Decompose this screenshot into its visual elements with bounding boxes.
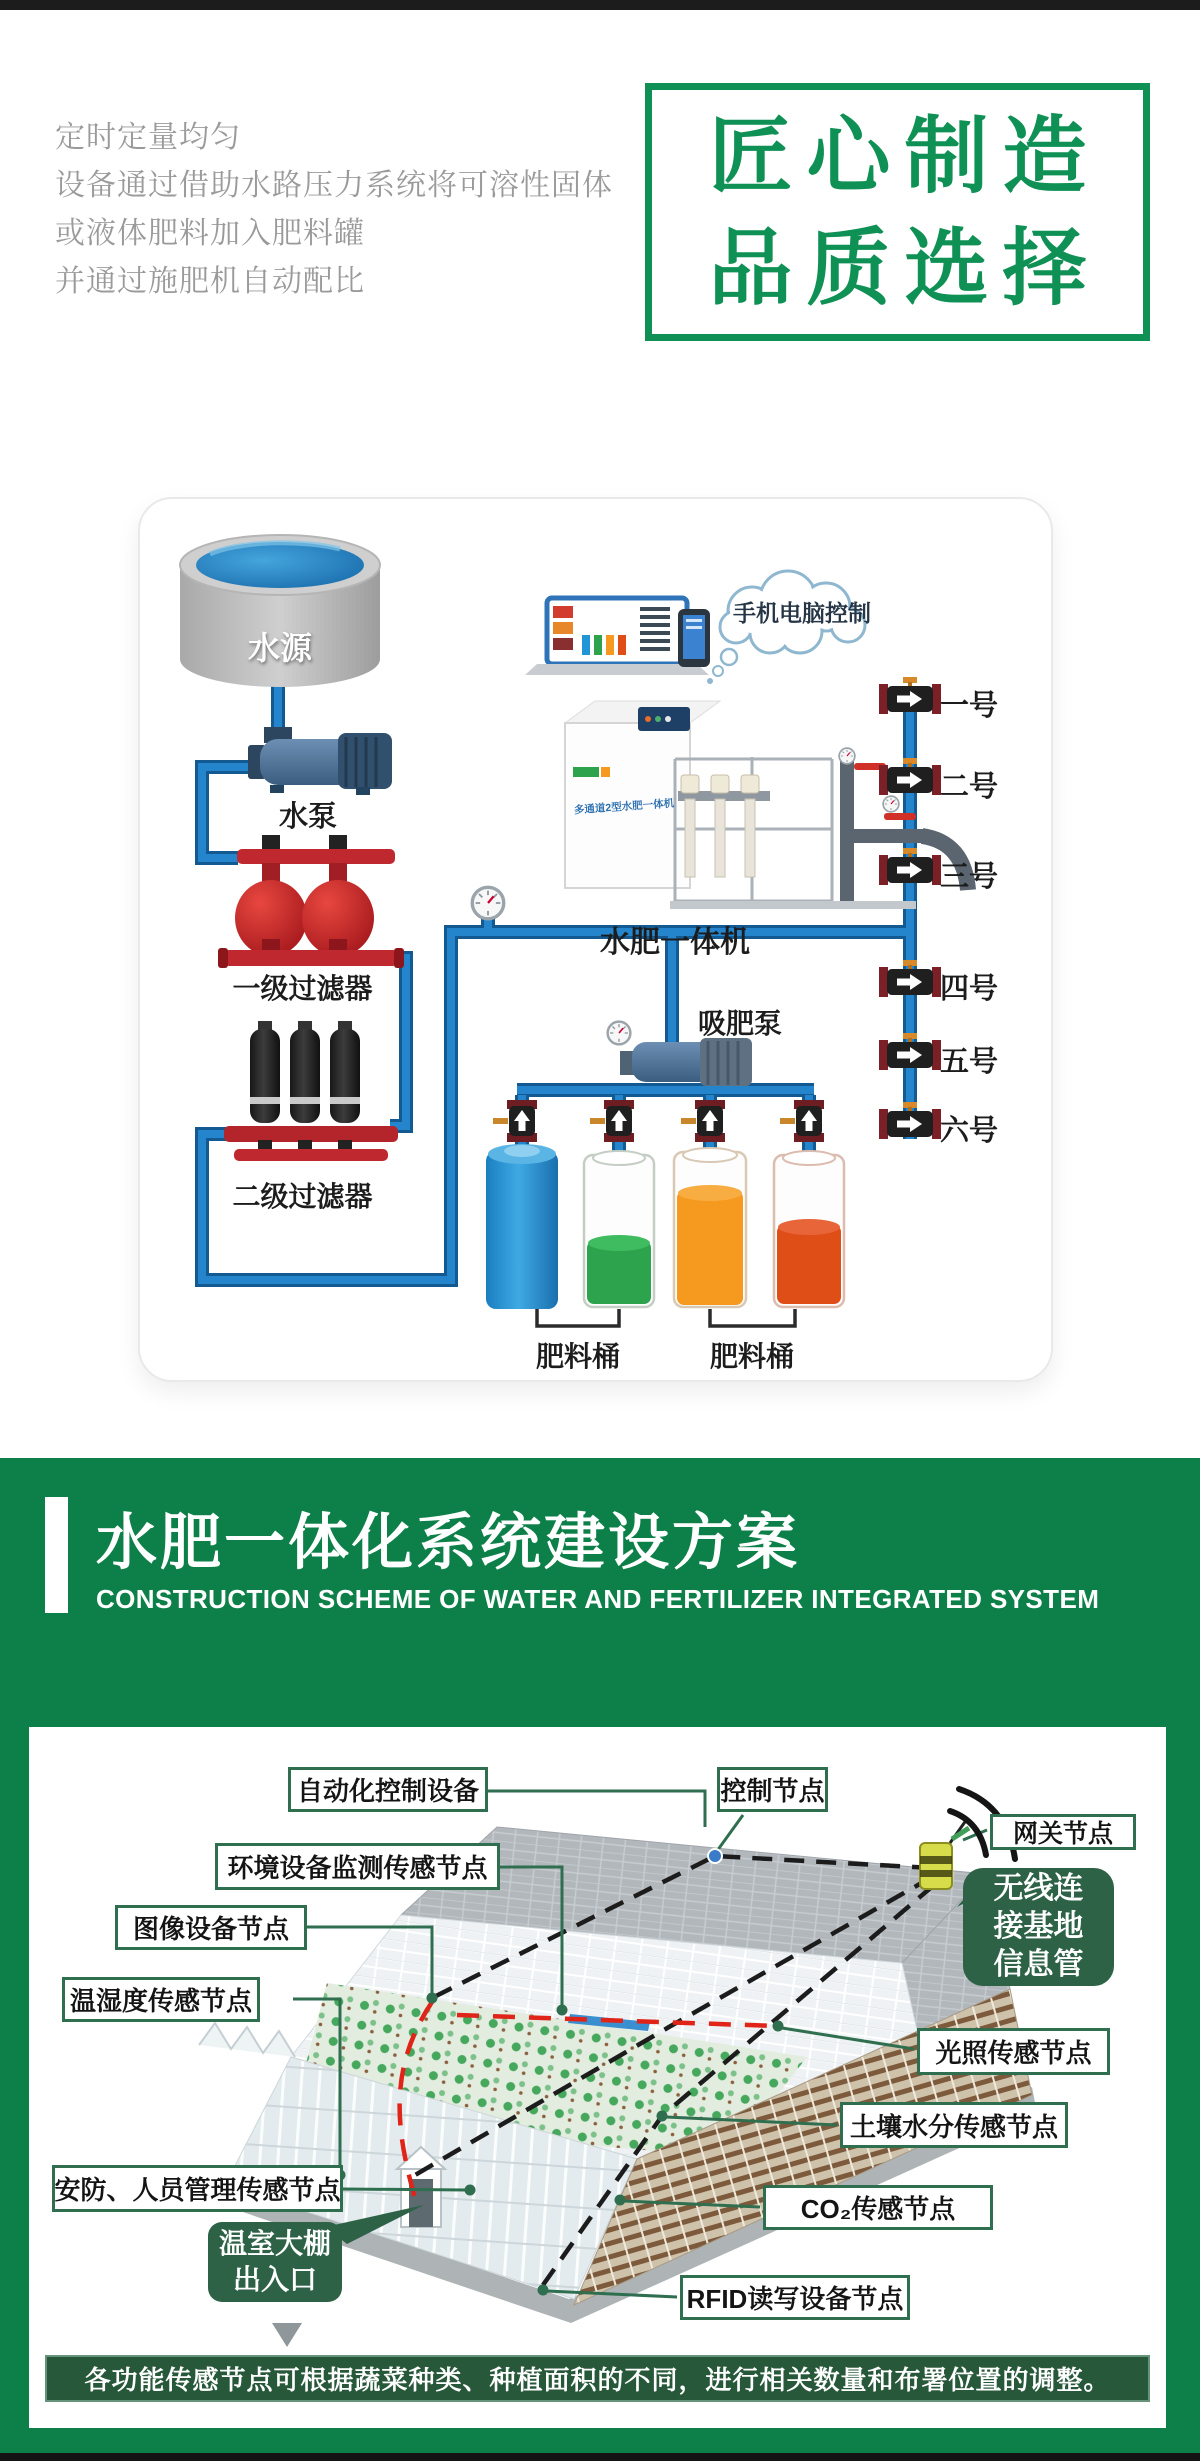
water-pump [248, 727, 392, 795]
barrel-valve-1 [493, 1100, 537, 1142]
brand-slogan-line-1: 匠心制造 [708, 109, 1101, 203]
zone-label-5: 五号 [940, 1046, 999, 1078]
barrel-valve-4 [780, 1100, 824, 1142]
zone-valve-3 [879, 848, 941, 885]
intro-line-2: 设备通过借助水路压力系统将可溶性固体 [55, 169, 613, 202]
brand-slogan-line-2: 品质选择 [708, 221, 1101, 315]
callout-wireless-line3: 信息管 [993, 1948, 1084, 1981]
water-source-label: 水源 [247, 630, 312, 666]
label-automation-control: 自动化控制设备 [288, 1767, 488, 1812]
label-env-monitor-node: 环境设备监测传感节点 [215, 1843, 500, 1890]
barrel-brackets [537, 1309, 795, 1326]
greenhouse-panel [29, 1727, 1166, 2428]
secondary-filter-label: 二级过滤器 [232, 1181, 373, 1212]
callout-entrance-line1: 温室大棚 [218, 2228, 331, 2259]
bottom-black-bar [0, 2453, 1200, 2461]
callout-wireless-line1: 无线连 [993, 1872, 1084, 1905]
label-image-device-node: 图像设备节点 [115, 1905, 307, 1950]
label-temp-humidity-node: 温湿度传感节点 [62, 1977, 260, 2022]
machine-model-label: 多通道2型水肥一体机 [573, 797, 675, 817]
zone-label-6: 六号 [940, 1115, 999, 1147]
zone-valve-6 [879, 1102, 941, 1139]
label-light-sensor-node: 光照传感节点 [917, 2028, 1110, 2075]
pressure-gauge [472, 887, 504, 919]
callout-wireless-base [963, 1868, 1114, 1986]
callout-greenhouse-entrance [208, 2222, 342, 2302]
primary-filter-label: 一级过滤器 [232, 973, 373, 1004]
callout-entrance-line2: 出入口 [232, 2264, 317, 2295]
brand-slogan-box [645, 83, 1150, 341]
scheme-footer-note: 各功能传感节点可根据蔬菜种类、种植面积的不同，进行相关数量和布署位置的调整。 [45, 2355, 1150, 2402]
barrel-valve-2 [590, 1100, 634, 1142]
barrel-valve-3 [681, 1100, 725, 1142]
zone-valve-4 [879, 960, 941, 997]
zone-label-1: 一号 [940, 690, 999, 722]
label-security-node: 安防、人员管理传感节点 [52, 2165, 343, 2212]
suction-pump-label: 吸肥泵 [697, 1008, 782, 1039]
callout-wireless-line2: 接基地 [993, 1910, 1084, 1943]
barrel-group-label-1: 肥料桶 [535, 1341, 620, 1372]
secondary-filter [224, 1021, 398, 1161]
label-co2-sensor-node: CO₂传感节点 [763, 2185, 993, 2230]
system-diagram-card [138, 497, 1053, 1382]
zone-valve-5 [879, 1033, 941, 1070]
control-node-dot [708, 1849, 722, 1863]
label-soil-moisture-node: 土壤水分传感节点 [840, 2102, 1068, 2148]
zone-label-4: 四号 [940, 973, 999, 1005]
fertilizer-barrels [486, 1144, 844, 1309]
barrel-group-label-2: 肥料桶 [709, 1341, 794, 1372]
top-black-bar [0, 0, 1200, 10]
title-accent-bar [45, 1497, 68, 1613]
intro-line-4: 并通过施肥机自动配比 [55, 265, 365, 298]
intro-line-1: 定时定量均匀 [55, 121, 241, 154]
control-screen [525, 598, 710, 675]
label-gateway-node: 网关节点 [990, 1814, 1136, 1850]
scheme-title: 水肥一体化系统建设方案 [96, 1508, 801, 1576]
machine-label: 水肥一体机 [600, 926, 750, 959]
zone-label-2: 二号 [940, 771, 999, 803]
down-arrow-marker [272, 2323, 302, 2347]
cloud-label: 手机电脑控制 [733, 600, 871, 626]
label-control-node: 控制节点 [717, 1767, 828, 1812]
water-pump-label: 水泵 [278, 801, 337, 833]
zone-label-3: 三号 [940, 861, 999, 893]
primary-filter [218, 835, 404, 968]
zone-valve-2 [879, 758, 941, 795]
intro-paragraph [55, 114, 613, 306]
zone-valve-1 [879, 677, 941, 714]
label-rfid-node: RFID读写设备节点 [680, 2275, 910, 2320]
intro-line-3: 或液体肥料加入肥料罐 [55, 217, 365, 250]
scheme-subtitle: CONSTRUCTION SCHEME OF WATER AND FERTILIZER INTEGRATED SYSTEM [96, 1584, 1100, 1614]
